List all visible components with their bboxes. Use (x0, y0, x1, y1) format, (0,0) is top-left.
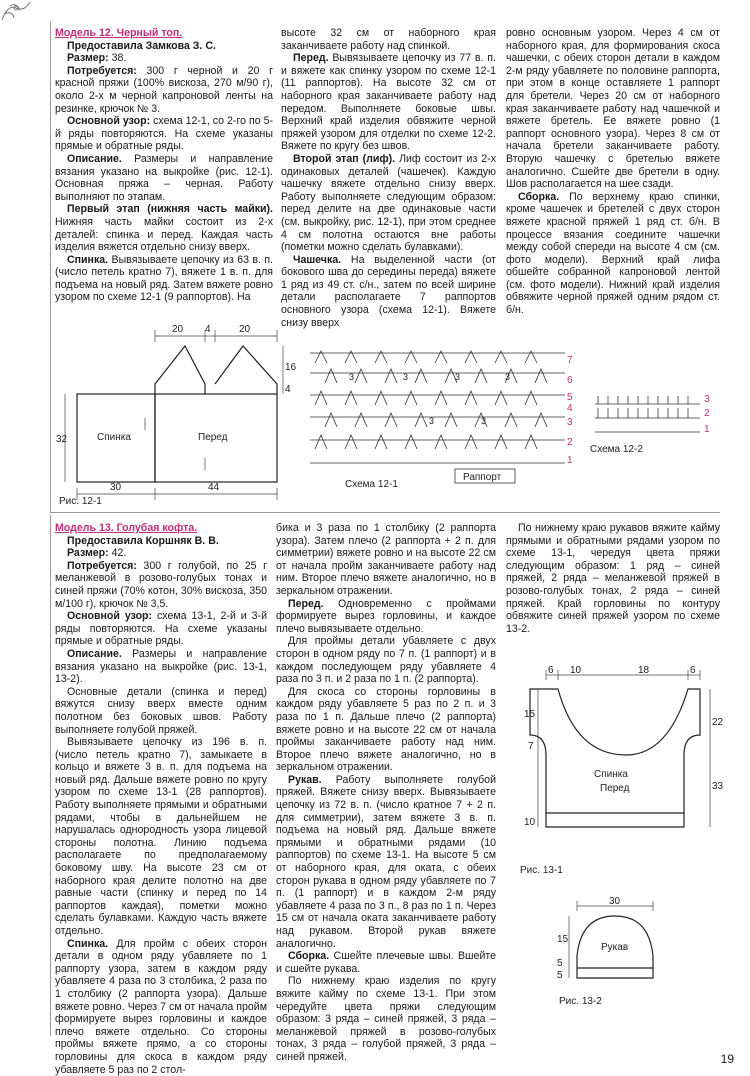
desc-label: Описание. (67, 152, 122, 165)
paragraph: Для скоса со стороны горловины в каждом ряду убавляете 5 раз по 2 п. и 3 раза по 1 п. Дальше плечо (2 раппорта) вяжете ровно и на высоте 22 см от начала проймы заканчиваете работу над ним. Второе плечо вяжете аналогично, но в зеркальном отражении. (276, 685, 496, 774)
row-num-5: 5 (567, 392, 573, 403)
row-num-4: 4 (567, 403, 573, 414)
pattern-cup-right (215, 346, 277, 394)
dim-4a: 4 (205, 324, 211, 335)
sleeve-label-fig: Рукав (601, 942, 629, 953)
stage1-label: Первый этап (нижняя часть майки). (67, 203, 273, 216)
pattern-label: Основной узор: (67, 610, 153, 623)
back-label-fig: Спинка (97, 432, 131, 443)
size-value: 38. (111, 52, 127, 65)
dim-5b: 5 (557, 970, 563, 981)
stage1-text: Нижняя часть майки состоит из 2-х деталей: спинка и перед. Каждая часть изделия вяжется отдельно снизу вверх. (55, 215, 273, 254)
front-text: Вывязываете цепочку из 77 в. п. и вяжете как спинку узором по схеме 12-1 (11 раппортов). На высоте 32 см от наборного края заканчиваете работу над передом. Выполняете боковые швы. Верхний край изделия обвяжите черной пряжей узором для отделки по схеме 12-2. Вяжете по кругу без швов. (281, 52, 496, 153)
model13-col3 (506, 522, 720, 635)
row-num-2: 2 (704, 408, 710, 419)
dim-20b: 20 (239, 324, 251, 335)
cup-text: На выделенной части (от бокового шва до середины переда) вяжете 1 ряд из 49 ст. с/н., затем по всей ширине детали располагаете 7 раппортов основного узора (схема 12-1). Вяжете снизу вверх (281, 253, 496, 329)
front-label-fig: Перед (198, 432, 228, 443)
assembly-label: Сборка. (288, 950, 330, 963)
dim-33: 33 (712, 781, 724, 792)
needs-label: Потребуется: (67, 559, 137, 572)
scheme-mark: 3 (349, 372, 355, 382)
scheme-mark: 3 (429, 416, 435, 426)
row-num-7: 7 (567, 355, 573, 366)
col2-continued: бика и 3 раза по 1 столбику (2 раппорта узора). Затем плечо (2 раппорта + 2 п. для симметрии) вяжете ровно и на высоте 22 см от начала пройм заканчиваете работу над ним. Второе плечо вяжете аналогично, но в зеркальном отражении. (276, 522, 496, 597)
back-label-fig: Спинка (594, 769, 628, 780)
dim-32: 32 (56, 434, 68, 445)
size-value: 42. (111, 547, 127, 560)
model12-author: Предоставила Замкова З. С. (67, 39, 216, 52)
dim-22: 22 (712, 717, 724, 728)
desc-text: Размеры и направление вязания указано на выкройке (рис. 13-1, 13-2). (55, 647, 267, 686)
model12-col1 (55, 27, 273, 304)
dim-30: 30 (609, 896, 621, 907)
size-label: Размер: (67, 547, 109, 560)
model13-title: Модель 13. Голубая кофта. (55, 522, 198, 534)
dim-18: 18 (638, 665, 650, 676)
needs-text: 300 г черной и 20 г красной пряжи (100% вискоза, 270 м/90 г), около 2-х м черной капроновой ленты на резинке, крючок № 3. (55, 64, 273, 115)
dim-5a: 5 (557, 958, 563, 969)
dim-10b: 10 (524, 817, 536, 828)
page-number: 19 (720, 1052, 734, 1066)
row-num-3: 3 (567, 417, 573, 428)
model12-frame-bottom (50, 512, 720, 513)
front-label: Перед. (293, 52, 329, 65)
rapport-label: Раппорт (463, 472, 502, 483)
corner-ornament-icon (0, 0, 32, 22)
pattern-text: схема 13-1, 2-й и 3-й ряды повторяются. На схеме указаны прямые и обратные ряды. (55, 610, 267, 648)
desc-label: Описание. (67, 647, 122, 660)
desc-text: Размеры и направление вязания указано на выкройке (рис. 12-1). Основная пряжа – черная. Работу выполняют по этапам. (55, 152, 273, 203)
row-num-1: 1 (567, 455, 573, 466)
pattern-label: Основной узор: (67, 115, 151, 128)
front-label-fig: Перед (600, 783, 630, 794)
model13-author: Предоставила Коршняк В. В. (67, 534, 219, 547)
fig-13-2-caption: Рис. 13-2 (559, 996, 602, 1007)
row-num-1: 1 (704, 424, 710, 435)
dim-16: 16 (285, 362, 297, 373)
scheme-mark: 3 (455, 372, 461, 382)
figure-13-1 (510, 665, 725, 880)
model12-title: Модель 12. Черный топ. (55, 27, 183, 39)
scheme-12-2 (590, 390, 720, 460)
model13-col1 (55, 522, 267, 1076)
scheme-12-1 (305, 345, 580, 495)
front-label: Перед. (288, 597, 324, 610)
dim-6b: 6 (690, 665, 696, 676)
sleeve-label: Рукав. (288, 773, 322, 786)
needs-label: Потребуется: (67, 64, 137, 77)
scheme-mark: 3 (403, 372, 409, 382)
back-text: Для пройм с обеих сторон детали в одном ряду убавляете по 1 раппорту узора, затем в каждом ряду убавляете 4 раза по 3 столбика, 2 раза по 1 столбику (2 раппорта узора). Дальше вяжете ровно. Через 7 см от начала пройм формируете вырез горловины и каждое плечо вяжете отдельно. Со стороны проймы вяжете прямо, а со стороны горловины для скоса в каждом ряду убавляете 5 раз по 2 стол- (55, 937, 267, 1076)
scheme-rows (310, 351, 565, 483)
back-label: Спинка. (67, 253, 109, 266)
scheme-12-1-caption: Схема 12-1 (345, 479, 398, 490)
cup-label: Чашечка. (293, 253, 342, 266)
dim-15: 15 (524, 709, 536, 720)
scheme-mark: 3 (481, 416, 487, 426)
model12-col2 (281, 27, 496, 329)
paragraph: Для проймы детали убавляете с двух сторон в одном ряду по 7 п. (1 раппорт) и в каждом последующем ряду убавляете 4 раза по 3 п. и 2 раза по 1 п. (2 раппорта). (276, 635, 496, 686)
pattern-cup-left (155, 346, 205, 394)
figure-12-1 (55, 318, 295, 506)
dim-20a: 20 (172, 324, 184, 335)
paragraph: По нижнему краю рукавов вяжите кайму прямыми и обратными рядами узором по схеме 13-1, чередуя цвета пряжи следующим образом: 1 ряд – синей пряжей, 2 ряда – меланжевой пряжей в розово-голубых тонах, 2 ряда – синей пряжей. Край горловины по контуру обвяжите синей пряжей узором по схеме 13-2. (506, 522, 720, 635)
dim-15: 15 (557, 934, 569, 945)
dim-44: 44 (208, 482, 220, 493)
pattern-13-1-shape (530, 689, 700, 827)
dim-7: 7 (528, 741, 534, 752)
pattern-text: схема 12-1, со 2-го по 5-й ряды повторяются. На схеме указаны прямые и обратные ряды. (55, 115, 273, 153)
row-num-6: 6 (567, 375, 573, 386)
fig-12-1-caption: Рис. 12-1 (59, 496, 102, 507)
model13-frame (50, 515, 51, 1036)
sleeve-text: Работу выполняете голубой пряжей. Вяжете снизу вверх. Вывязываете цепочку из 72 в. п. (число кратное 7 + 2 п. для симметрии), затем вяжете 3 в. п. подъема на новый ряд. Дальше вяжете прямыми и обратными рядами (10 раппортов) по схеме 13-1. На высоте 5 см от наборного края, для оката, с обеих сторон рукава в одном ряду убавляете по 7 п. (1 раппорт) и в каждом 2-м ряду убавляете 4 раза по 3 п., 8 раз по 1 п. Через 15 см от начала оката заканчиваете работу над рукавом. Второй рукав вяжете аналогично. (276, 773, 496, 950)
fig-13-1-caption: Рис. 13-1 (520, 865, 563, 876)
assembly-label: Сборка. (518, 190, 560, 203)
model12-col3 (506, 27, 720, 317)
scheme-mark: 3 (505, 372, 511, 382)
paragraph: Вывязываете цепочку из 196 в. п. (число петель кратно 7), замыкаете в кольцо и вяжете 3 в. п. для подъема на новый ряд. Дальше вяжете ровно по кругу узором по схеме 13-1 (28 раппортов). Работу выполняете прямыми и обратными рядами, чтобы в дальнейшем не нарушалась однородность узора лицевой стороны полотна. Линию подъема располагаете по предполагаемому боковому шву. На высоте 23 см от наборного края делите полотно на две равные части (спинку и перед по 14 раппортов каждая), пометки можно сделать булавками. Каждую часть вяжете отдельно. (55, 736, 267, 937)
dim-10: 10 (570, 665, 582, 676)
paragraph: По нижнему краю изделия по кругу вяжите кайму по схеме 13-1. При этом чередуйте цвета пряжи следующим образом: 3 ряда – синей пряжей, 3 ряда – меланжевой пряжей в розово-голубых тонах, 3 ряда – голубой пряжей, 3 ряда – синей пряжей. (276, 975, 496, 1063)
assembly-text: По верхнему краю спинки, кроме чашечек и бретелей с двух сторон вяжете красной пряжей 1 ряд ст. б/н. В процессе вязания соедините чашечки между собой спереди на высоте 4 см (см. фото модели). Верхний край лифа обшейте собранной капроновой лентой (см. фото модели). Нижний край изделия обвяжите черной пряжей одним рядом ст. б/н. (506, 190, 720, 317)
back-text: Вывязываете цепочку из 63 в. п. (число петель кратно 7), вяжете 1 в. п. для подъема на новый ряд. Затем вяжете ровно узором по схеме 12-1 (9 раппортов). На (55, 253, 273, 304)
dim-6a: 6 (548, 665, 554, 676)
stage2-label: Второй этап (лиф). (293, 152, 396, 165)
col3-continued: ровно основным узором. Через 4 см от наборного края, для формирования скоса чашечки, с обеих сторон детали в каждом 2-м ряду убавляете по половине раппорта, при этом в конце оставляете 1 раппорт для бретели. Через 20 см от наборного края заканчиваете работу над чашечкой и вяжете бретель. Ее вяжете ровно (1 раппорт основного узора). Через 8 см от начала бретели заканчиваете работу. Вторую чашечку с бретелью вяжете аналогично. Сшейте две бретели в одну. Шов располагается на шее сзади. (506, 27, 720, 191)
size-label: Размер: (67, 52, 109, 65)
model12-frame (50, 22, 51, 513)
figure-13-2 (555, 892, 675, 1034)
paragraph: Основные детали (спинка и перед) вяжутся снизу вверх вместе одним полотном без боковых швов. Работу выполняете голубой пряжей. (55, 685, 267, 736)
front-text: Одновременно с проймами формируете вырез горловины, и каждое плечо вывязываете отдельно. (276, 597, 497, 635)
col2-continued: высоте 32 см от наборного края заканчиваете работу над спинкой. (281, 27, 496, 52)
dim-4b: 4 (285, 384, 291, 395)
needs-text: 300 г голубой, по 25 г меланжевой в розово-голубых тонах и синей пряжи (70% котон, 30% вискоза, 350 м/100 г), крючок № 3,5. (55, 559, 267, 610)
row-num-3: 3 (704, 394, 710, 405)
dim-30: 30 (110, 482, 122, 493)
row-num-2: 2 (567, 437, 573, 448)
stage2-text: Лиф состоит из 2-х одинаковых деталей (чашечек). Каждую чашечку вяжете отдельно снизу вверх. Работу выполняете следующим образом: перед делите на две одинаковые части (см. выкройку, рис. 12-1), при этом среднее 4 см полотна остаются вне работы (пометки можно сделать булавками). (281, 152, 496, 254)
back-label: Спинка. (67, 937, 109, 950)
assembly-text: Сшейте плечевые швы. Вшейте и сшейте рукава. (276, 950, 496, 975)
model13-col2 (276, 522, 496, 1064)
scheme-12-2-caption: Схема 12-2 (590, 444, 643, 455)
